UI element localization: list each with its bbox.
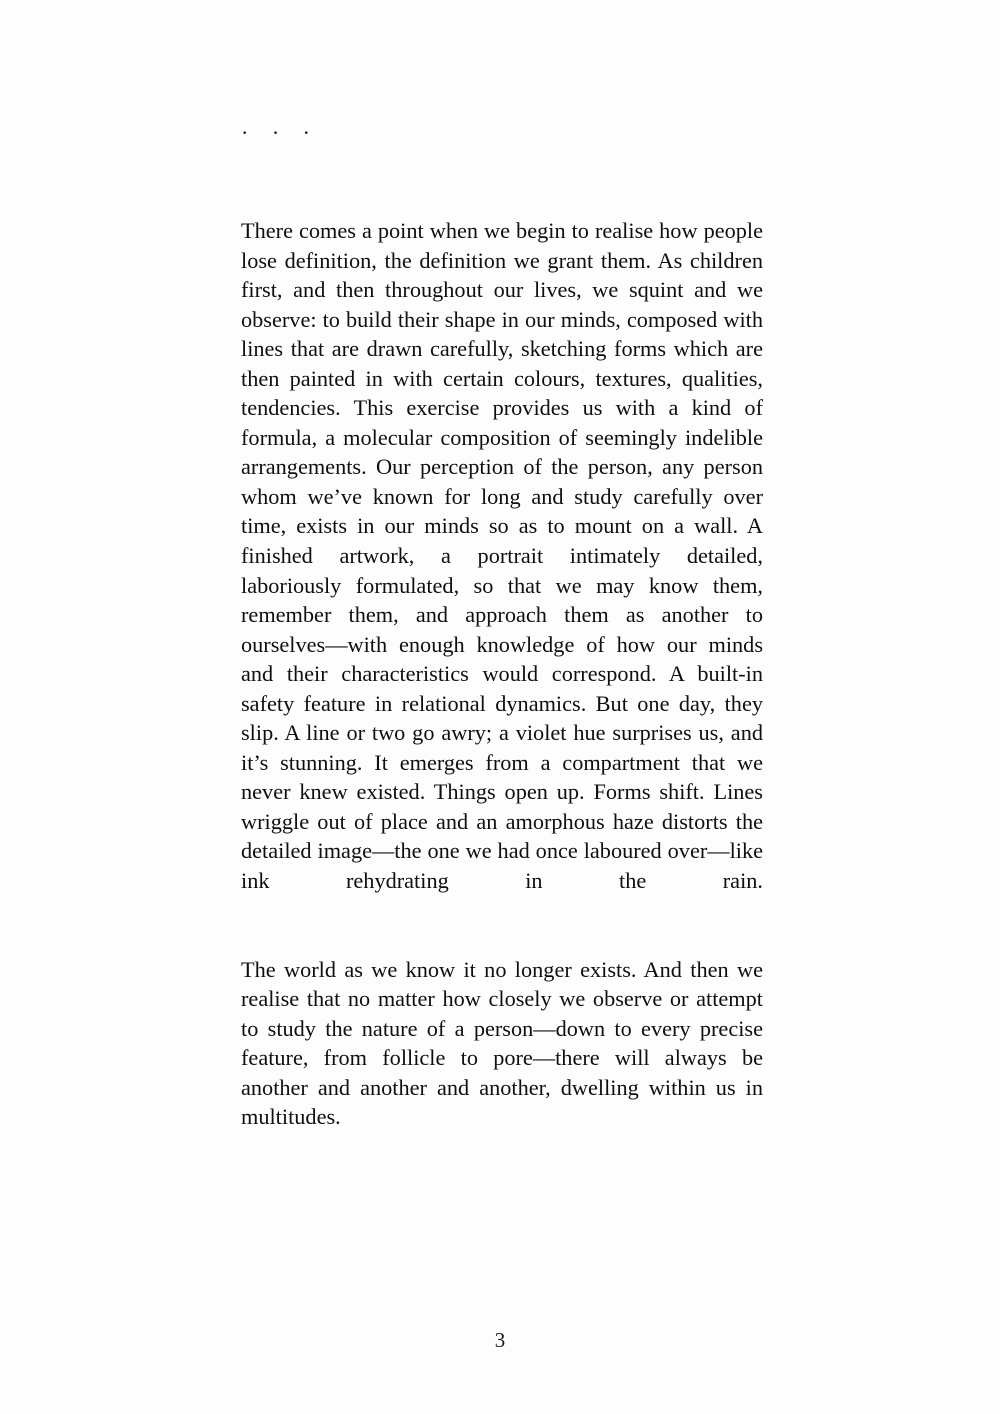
body-paragraph-2: The world as we know it no longer exists. And then we realise that no matter how closely we observe or attempt to study the nature of a person—down to every precise feature, from follicle to pore—there will always be another and another and another, dwelling within us in multitudes.	[241, 956, 763, 1130]
text-column	[241, 118, 763, 1161]
section-break-ellipsis: · · ·	[241, 120, 319, 145]
page-number: 3	[494, 1328, 506, 1352]
body-paragraph-1: There comes a point when we begin to realise how people lose definition, the definition we grant them. As children first, and then throughout our lives, we squint and we observe: to build their shape in our minds, composed with lines that are drawn carefully, sketching forms which are then painted in with certain colours, textures, qualities, tendencies. This exercise provides us with a kind of formula, a molecular composition of seemingly indelible arrangements. Our perception of the person, any person whom we’ve known for long and study carefully over time, exists in our minds so as to mount on a wall. A finished artwork, a portrait intimately detailed, laboriously formulated, so that we may know them, remember them, and approach them as another to ourselves—with enough knowledge of how our minds and their characteristics would correspond. A built-in safety feature in relational dynamics. But one day, they slip. A line or two go awry; a violet hue surprises us, and it’s stunning. It emerges from a compartment that we never knew existed. Things open up. Forms shift. Lines wriggle out of place and an amorphous haze distorts the detailed image—the one we had once laboured over—like ink rehydrating in the rain.	[241, 218, 763, 894]
